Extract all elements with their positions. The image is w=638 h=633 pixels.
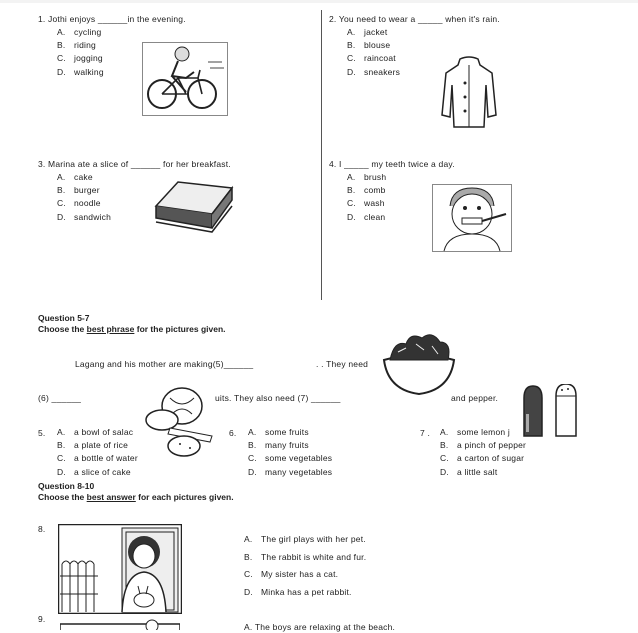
passage-line-2a: (6) ______ (38, 393, 82, 403)
q7-option-c[interactable]: C. a carton of sugar (440, 453, 525, 464)
q4-stem: 4. I _____ my teeth twice a day. (329, 159, 455, 169)
q3-option-c[interactable]: C. noodle (57, 198, 101, 209)
girl-with-rabbit-picture (58, 524, 182, 614)
q4-option-b[interactable]: B. comb (347, 185, 386, 196)
q8-option-a[interactable]: A. The girl plays with her pet. (244, 534, 366, 544)
page-top-edge (0, 0, 638, 3)
q2-stem: 2. You need to wear a _____ when it's rain. (329, 14, 500, 24)
boy-cycling-picture (142, 42, 228, 116)
q2-option-a[interactable]: A. jacket (347, 27, 388, 37)
q1-options (57, 26, 104, 79)
q6-option-a[interactable]: A. some fruits (248, 427, 309, 437)
q4-option-a[interactable]: A. brush (347, 172, 387, 182)
q4-options (347, 171, 386, 224)
q7-option-a[interactable]: A. some lemon j (440, 427, 510, 437)
q5-option-d[interactable]: D. a slice of cake (57, 466, 131, 477)
q8-options (244, 531, 366, 601)
section-5-7-title: Question 5-7 (38, 313, 90, 323)
salt-pepper-shakers-picture (518, 384, 584, 440)
passage-line-1a: Lagang and his mother are making(5)______ (75, 359, 254, 369)
q9-number: 9. (38, 614, 46, 624)
q5-option-c[interactable]: C. a bottle of water (57, 453, 138, 464)
q2-option-b[interactable]: B. blouse (347, 40, 391, 51)
q5-option-a[interactable]: A. a bowl of salac (57, 427, 134, 437)
salad-bowl-picture (380, 330, 458, 396)
q4-option-c[interactable]: C. wash (347, 198, 385, 209)
vegetables-picture (140, 384, 218, 460)
q8-option-d[interactable]: D. Minka has a pet rabbit. (244, 586, 352, 597)
q7-number: 7 . (420, 428, 431, 438)
q7-option-b[interactable]: B. a pinch of pepper (440, 440, 527, 451)
q1-option-d[interactable]: D. walking (57, 66, 104, 77)
q7-option-d[interactable]: D. a little salt (440, 466, 498, 477)
q6-option-b[interactable]: B. many fruits (248, 440, 309, 451)
boy-brushing-teeth-picture (432, 184, 512, 252)
q4-option-d[interactable]: D. clean (347, 211, 386, 222)
q7-options (440, 426, 526, 479)
sandwich-picture (152, 178, 236, 236)
q8-option-b[interactable]: B. The rabbit is white and fur. (244, 551, 367, 562)
q6-number: 6. (229, 428, 237, 438)
q3-option-d[interactable]: D. sandwich (57, 211, 112, 222)
q8-option-c[interactable]: C. My sister has a cat. (244, 569, 339, 579)
q5-options (57, 426, 138, 479)
passage-line-2b: uits. They also need (7) ______ (215, 393, 341, 403)
passage-line-2c: and pepper. (451, 393, 499, 403)
q3-option-b[interactable]: B. burger (57, 185, 100, 196)
q5-option-b[interactable]: B. a plate of rice (57, 440, 129, 451)
q8-number: 8. (38, 524, 46, 534)
passage-line-1b: . . They need (316, 359, 369, 369)
q6-option-c[interactable]: C. some vegetables (248, 453, 333, 464)
q1-option-c[interactable]: C. jogging (57, 53, 103, 64)
q3-options (57, 171, 111, 224)
q6-options (248, 426, 332, 479)
section-8-10-instruction: Choose the best answer for each pictures given. (38, 492, 234, 502)
q5-number: 5. (38, 428, 46, 438)
q3-option-a[interactable]: A. cake (57, 172, 93, 182)
q9-option-a[interactable]: A. The boys are relaxing at the beach. (244, 622, 396, 632)
raincoat-picture (440, 55, 498, 129)
boys-beach-picture-partial (60, 618, 180, 630)
q2-options (347, 26, 400, 79)
q1-stem: 1. Jothi enjoys ______in the evening. (38, 14, 186, 24)
section-8-10-title: Question 8-10 (38, 481, 95, 491)
q2-option-d[interactable]: D. sneakers (347, 66, 401, 77)
q6-option-d[interactable]: D. many vegetables (248, 466, 333, 477)
column-divider (321, 10, 322, 300)
q1-option-b[interactable]: B. riding (57, 40, 96, 51)
q3-stem: 3. Marina ate a slice of ______ for her breakfast. (38, 159, 231, 169)
q1-option-a[interactable]: A. cycling (57, 27, 102, 37)
q2-option-c[interactable]: C. raincoat (347, 53, 396, 64)
section-5-7-instruction: Choose the best phrase for the pictures given. (38, 324, 226, 334)
